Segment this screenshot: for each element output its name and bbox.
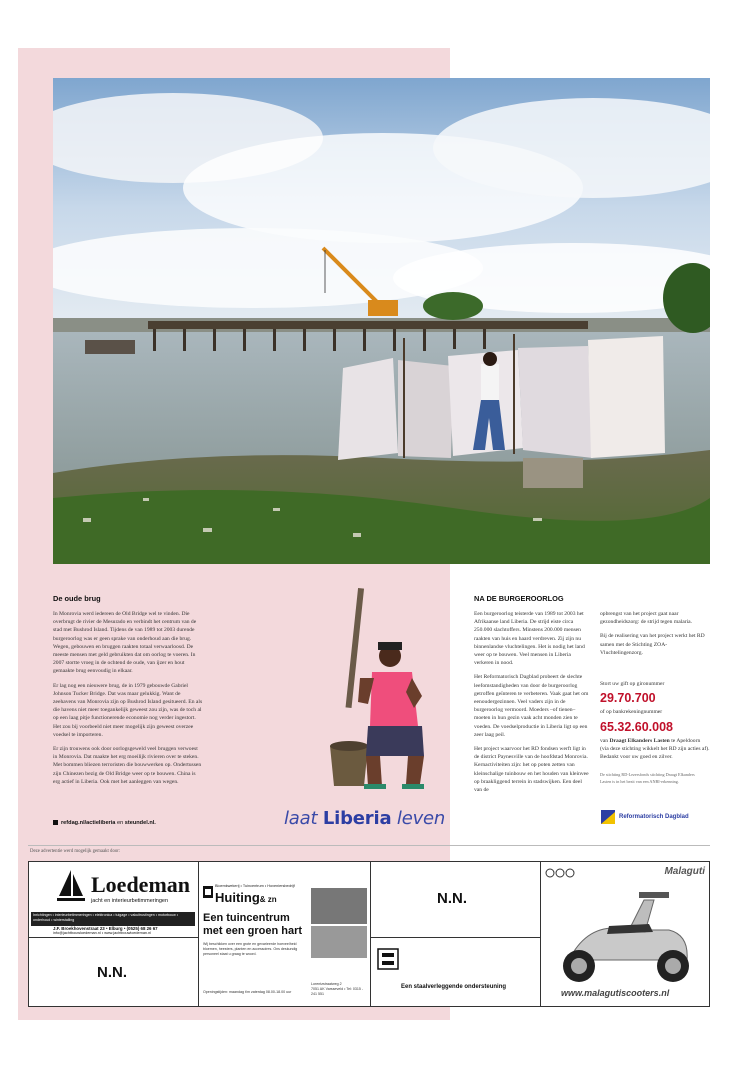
nn-label: N.N. — [97, 964, 127, 981]
anbi-note-2: Lasten is in het bezit van een ANBI-erkenning. — [600, 779, 679, 785]
huiting-body: Wij beschikken over een grote en gevarieerde hoeveelheid bloemen, heesters, planten en accessoires. Ons deskundig personeel staat u graag te woord. — [203, 942, 298, 956]
huiting-kicker: Bloemkwekerij • Tuincentrum • Hoveniersbedrijf — [215, 884, 295, 888]
liberia-river-photo — [53, 78, 710, 564]
ad-steel-support[interactable] — [371, 938, 541, 1007]
loedeman-tagline: jacht en interieurbetimmeringen — [91, 898, 169, 904]
huiting-photo-2 — [311, 926, 367, 958]
link-connector: en — [116, 820, 124, 826]
right-article-col2 — [600, 610, 710, 663]
right-paragraph: Een burgeroorlog teisterde van 1989 tot 2003 het Afrikaanse land Liberia. De strijd eiste circa 250.000 slachtoffers. Minstens 200.000 mensen raakten van huis en haard verdreven. Zij zijn nu binnenlandse vluchtelingen. Het is nodig het land weer op te bouwen. Veel mensen in Liberia verkeren in nood. — [474, 611, 585, 667]
huiting-headline — [203, 912, 302, 938]
huiting-contact-1: Lorentzstraatweg 2 — [311, 982, 342, 986]
donation-box — [600, 680, 710, 785]
sponsor-ads-grid — [28, 861, 710, 1007]
ad-loedeman[interactable] — [29, 862, 199, 938]
rd-logo-icon — [600, 809, 616, 825]
anbi-note-1: De stichting RD-Lezersfonds stichting Draagt Elkanders — [600, 772, 695, 778]
giro-label: Stort uw gift op gironummer — [600, 681, 665, 687]
huiting-name-text: Huiting — [215, 890, 260, 905]
ad-nn-1[interactable] — [29, 938, 199, 1007]
steundel-link[interactable]: steundel.nl. — [124, 820, 156, 826]
right-article-heading: NA DE BURGEROORLOG — [474, 594, 564, 603]
malaguti-web[interactable]: www.malagutiscooters.nl — [561, 988, 670, 998]
left-article-heading: De oude brug — [53, 594, 101, 603]
huiting-name — [215, 890, 277, 905]
right-paragraph: Bij de realisering van het project werkt het RD samen met de Stichting ZOA-Vluchtelingenzorg. — [600, 633, 705, 656]
left-paragraph: In Monrovia werd iedereen de Old Bridge wel te vinden. Die overbrugt de rivier de Mesurado en verbindt het centrum van de stad met Bushrod Island. Tijdens de van 1989 tot 2003 durende burgeroorlog was er geen sprake van onderhoud aan die brug. Wegen, gebouwen en bruggen raakten totaal verwaarloosd. De meeste mensen met geld gebruikten dat om oorlog te voeren. In 2007 stortte vroeg in de ochtend de oude, van ijzer en hout gemaakte brug eenvoudig in elkaar. — [53, 611, 197, 675]
loedeman-web: info@jachtbouwloedeman.nl • www.jachtbouwloedeman.nl — [53, 931, 152, 935]
loedeman-name: Loedeman — [91, 872, 190, 897]
slogan-liberia: Liberia — [322, 808, 392, 829]
ad-malaguti[interactable] — [541, 862, 709, 1007]
woman-pounding-photo — [320, 586, 430, 804]
huiting-headline-1: Een tuincentrum — [203, 912, 290, 924]
action-links — [53, 820, 156, 826]
huiting-photo-1 — [311, 888, 367, 924]
ad-huiting[interactable] — [199, 862, 371, 1007]
refdag-link[interactable]: refdag.nl/actieliberia — [61, 820, 116, 826]
right-paragraph: Het project waarvoor het RD fondsen werft ligt in de district Paynesville van de hoofdstad Monrovia. Kernactiviteiten zijn: het op poten zetten van kleinschalige tuinbouw en het houden van kleinvee op braakliggend terrein in stadswijken. Een deel van de — [474, 746, 589, 794]
huiting-logo-icon — [203, 886, 213, 898]
sailboat-icon — [57, 870, 85, 904]
foundation-pre: van — [600, 737, 609, 744]
right-paragraph: opbrengst van het project gaat naar gezondheidszorg: de strijd tegen malaria. — [600, 611, 693, 626]
rd-logo-text: Reformatorisch Dagblad — [619, 814, 689, 820]
left-paragraph: Er lag nog een nieuwere brug, de in 1979 gebouwde Gabriel Johnson Tucker Bridge. Dat was maar gelukkig. Want de zeehavens van Monrovia zijn op Bushrod Island gesitueerd. En als die havens niet meer toegankelijk geweest zou zijn, was de toch al op een laag pitje functionerende economie nog verder ingestort. Het zou bij voorbeeld niet meer mogelijk zijn geweest overzee voedsel te importeren. — [53, 682, 203, 738]
left-paragraph: Er zijn trouwens ook door oorlogsgeweld veel bruggen verwoest in Monrovia. Dat maakte het erg moeilijk rivieren over te steken. Met bommen bliezen terroristen die bouwwerken op. Ondertussen zijn Chinezen bezig de Old Bridge weer op te bouwen. China is erg actief in Liberia. Ook met het aanleggen van wegen. — [53, 746, 202, 785]
nn-label: N.N. — [437, 890, 467, 907]
right-paragraph: Het Reformatorisch Dagblad probeert de slechte leefomstandigheden van door de burgeroorlog getroffen geïnteren te verbeteren. Vaak gaat het om eenoudergezinnen. Veel vaders zijn in de burgeroorlog vermoord. Moeders –of tienen– moeten in hun gezin vaak acht monden zien te voeden. De voedselproductie in Liberia ligt op een zeer laag peil. — [474, 674, 589, 738]
square-bullet-icon — [53, 820, 58, 825]
huiting-contact-2: 7051 AK Varsseveld • Tel: 0315 - 241 551 — [311, 987, 364, 996]
rd-logo — [600, 808, 689, 826]
foundation-name: Draagt Elkanders Lasten — [609, 737, 670, 744]
right-article-col1 — [474, 610, 590, 800]
slogan-post: leven — [396, 808, 446, 829]
sponsor-note: Deze advertentie werd mogelijk gemaakt door: — [30, 849, 121, 854]
foundation-text — [600, 737, 710, 762]
huiting-hours: Openingstijden: maandag t/m zaterdag 08.00-18.00 uur — [203, 990, 292, 994]
malaguti-brand: Malaguti — [664, 866, 705, 877]
loedeman-services: Inrichtingen • interieurbetimmeringen • elektronica • tuigage • vakuitrustingen • motorbouw • onderhoud • winterstalling — [31, 912, 195, 926]
foundation-post: te Apeldoorn (via deze stichting wikkelt het RD zijn acties af). Bedankt voor uw goed en zilver. — [600, 737, 710, 761]
scooter-illustration — [549, 880, 699, 988]
giro-number: 29.70.700 — [600, 691, 656, 706]
campaign-slogan — [284, 808, 445, 829]
bank-label: of op bankrekeningnummer — [600, 709, 663, 716]
left-article-body — [53, 610, 203, 792]
huiting-contact — [311, 982, 370, 997]
racing-icons — [545, 866, 575, 880]
ad-nn-2[interactable] — [371, 862, 541, 938]
photo-illustration — [53, 78, 710, 564]
huiting-suffix: & zn — [259, 895, 277, 904]
huiting-headline-2: met een groen hart — [203, 925, 303, 937]
loedeman-address: J.F. Broekhovenstraat 23 • Elburg • (0525) 68 26 67 — [53, 926, 158, 931]
section-divider — [28, 845, 710, 846]
steel-logo-icon — [377, 948, 399, 970]
steel-headline: Een staalverleggende ondersteuning — [401, 984, 507, 990]
slogan-pre: laat — [284, 808, 318, 829]
bank-number: 65.32.60.008 — [600, 719, 673, 734]
